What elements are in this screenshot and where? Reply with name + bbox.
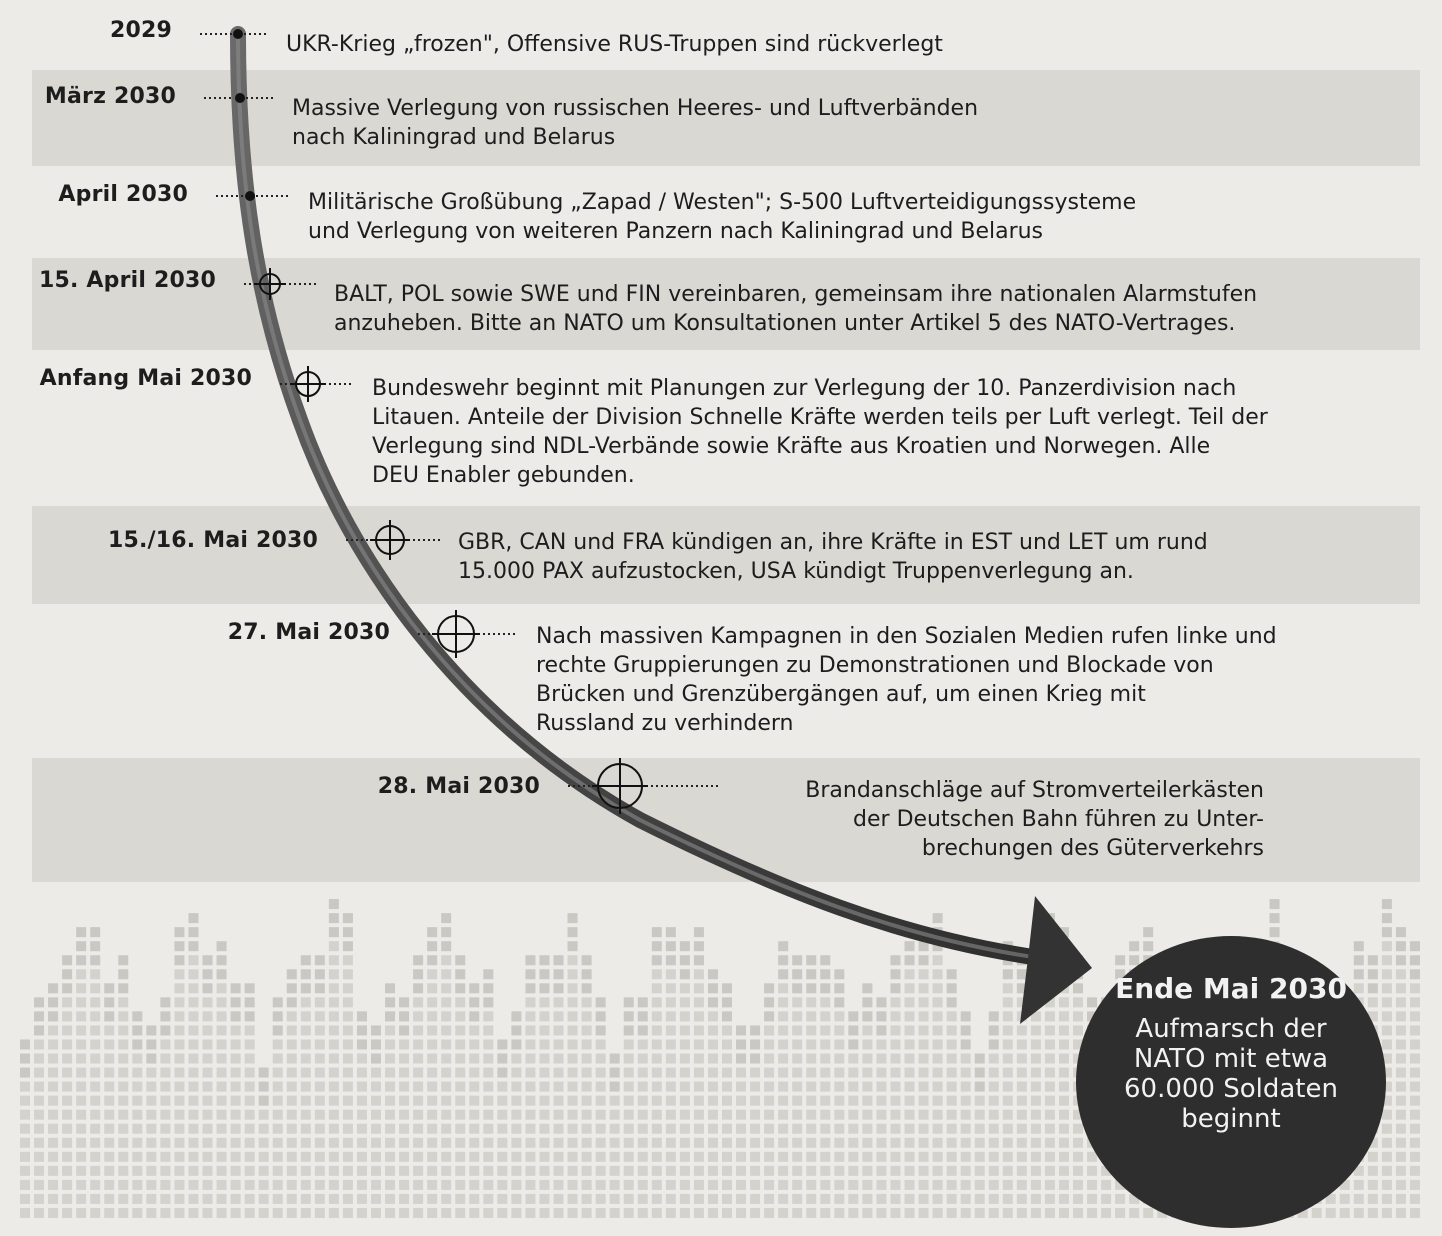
timeline-event-text: Massive Verlegung von russischen Heeres- und Luftverbänden nach Kaliningrad und Belarus <box>292 96 979 150</box>
timeline-date: 15. April 2030 <box>38 268 216 293</box>
timeline-event-text: GBR, CAN und FRA kündigen an, ihre Kräfte in EST und LET um rund 15.000 PAX aufzustocken, USA kündigt Truppenverlegung an. <box>458 530 1208 584</box>
timeline-event-text: Militärische Großübung „Zapad / Westen"; S-500 Luftverteidigungssysteme und Verlegung von weiteren Panzern nach Kaliningrad und Belarus <box>308 190 1137 244</box>
timeline-date: März 2030 <box>44 84 176 109</box>
timeline-date: 27. Mai 2030 <box>227 620 390 645</box>
final-milestone-text: Aufmarsch der NATO mit etwa 60.000 Soldaten beginnt <box>1124 1014 1338 1134</box>
timeline-date: 28. Mai 2030 <box>377 774 540 799</box>
timeline-dot-marker <box>233 29 243 39</box>
timeline-dot-marker <box>235 93 245 103</box>
timeline-date: April 2030 <box>58 182 188 207</box>
crosshair-marker-icon <box>370 520 410 560</box>
timeline-dot-marker <box>245 191 255 201</box>
final-milestone-circle <box>1076 936 1386 1228</box>
timeline-date: 2029 <box>109 18 172 43</box>
timeline-date: 15./16. Mai 2030 <box>107 528 318 553</box>
timeline-event-text: UKR-Krieg „frozen", Offensive RUS-Truppen sind rückverlegt <box>286 32 943 57</box>
timeline-event-text: Brandanschläge auf Stromverteilerkästen der Deutschen Bahn führen zu Unter- brechungen des Güterverkehrs <box>805 778 1264 861</box>
timeline-event-text: BALT, POL sowie SWE und FIN vereinbaren, gemeinsam ihre nationalen Alarmstufen anzuheben. Bitte an NATO um Konsultationen unter Artikel 5 des NATO-Vertrages. <box>334 282 1258 336</box>
timeline-event-text: Nach massiven Kampagnen in den Sozialen Medien rufen linke und rechte Gruppierungen zu Demonstrationen und Blockade von Brücken und Grenzübergängen auf, um einen Krieg mit Russland zu verhindern <box>536 624 1277 736</box>
timeline-date: Anfang Mai 2030 <box>39 366 252 391</box>
final-milestone-title: Ende Mai 2030 <box>1115 972 1347 1005</box>
timeline-event-text: Bundeswehr beginnt mit Planungen zur Verlegung der 10. Panzerdivision nach Litauen. Anteile der Division Schnelle Kräfte werden teils per Luft verlegt. Teil der Verlegung sind NDL-Verbände sowie Kräfte aus Kroatien und Norwegen. Alle DEU Enabler gebunden. <box>372 376 1268 488</box>
